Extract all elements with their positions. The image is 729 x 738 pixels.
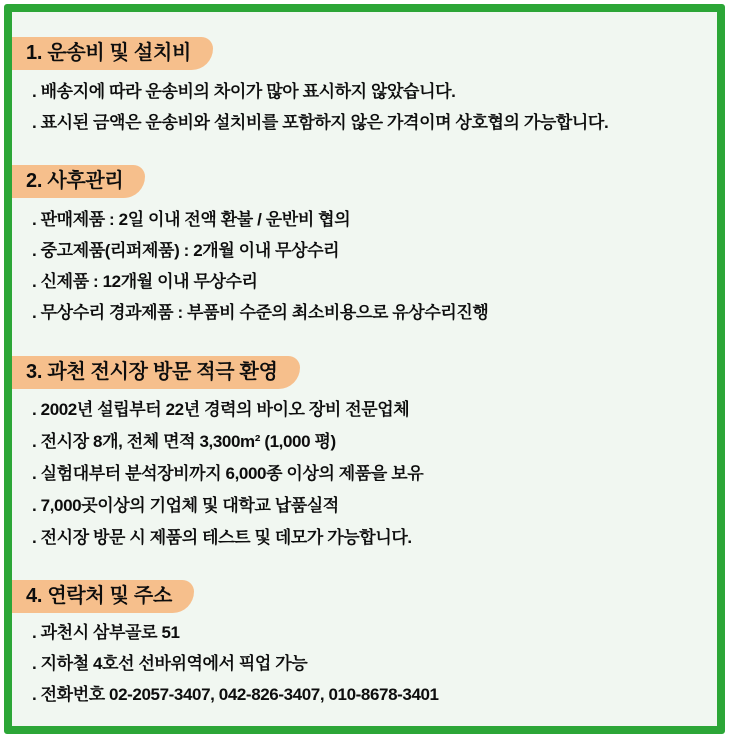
bullet-item: . 2002년 설립부터 22년 경력의 바이오 장비 전문업체 <box>32 400 410 419</box>
section-aftercare-badge <box>12 165 145 198</box>
notice-panel <box>4 4 725 734</box>
bullet-item: . 7,000곳이상의 기업체 및 대학교 납품실적 <box>32 496 339 515</box>
bullet-item: . 신제품 : 12개월 이내 무상수리 <box>32 272 258 291</box>
section-contact-badge <box>12 580 194 613</box>
section-showroom <box>12 356 717 554</box>
section-shipping-items <box>12 70 717 138</box>
section-aftercare-title: 2. 사후관리 <box>26 170 124 192</box>
section-shipping-title: 1. 운송비 및 설치비 <box>26 42 191 64</box>
section-aftercare-items <box>12 198 717 328</box>
bullet-item: . 지하철 4호선 선바위역에서 픽업 가능 <box>32 654 308 673</box>
bullet-item: . 과천시 삼부골로 51 <box>32 623 180 642</box>
section-contact-title: 4. 연락처 및 주소 <box>26 585 172 607</box>
section-showroom-items <box>12 389 717 554</box>
bullet-item: . 배송지에 따라 운송비의 차이가 많아 표시하지 않았습니다. <box>32 82 456 101</box>
bullet-item: . 표시된 금액은 운송비와 설치비를 포함하지 않은 가격이며 상호협의 가능합니다. <box>32 113 609 132</box>
bullet-item: . 전시장 8개, 전체 면적 3,300m² (1,000 평) <box>32 432 336 451</box>
section-shipping <box>12 37 717 138</box>
section-showroom-title: 3. 과천 전시장 방문 적극 환영 <box>26 361 278 383</box>
bullet-item: . 전시장 방문 시 제품의 테스트 및 데모가 가능합니다. <box>32 528 412 547</box>
section-contact <box>12 580 717 710</box>
bullet-item: . 전화번호 02-2057-3407, 042-826-3407, 010-8678-3401 <box>32 685 439 704</box>
section-shipping-badge <box>12 37 213 70</box>
bullet-item: . 중고제품(리퍼제품) : 2개월 이내 무상수리 <box>32 241 340 260</box>
section-contact-items <box>12 613 717 710</box>
bullet-item: . 판매제품 : 2일 이내 전액 환불 / 운반비 협의 <box>32 210 351 229</box>
bullet-item: . 실험대부터 분석장비까지 6,000종 이상의 제품을 보유 <box>32 464 424 483</box>
section-showroom-badge <box>12 356 300 389</box>
bullet-item: . 무상수리 경과제품 : 부품비 수준의 최소비용으로 유상수리진행 <box>32 303 489 322</box>
section-aftercare <box>12 165 717 328</box>
